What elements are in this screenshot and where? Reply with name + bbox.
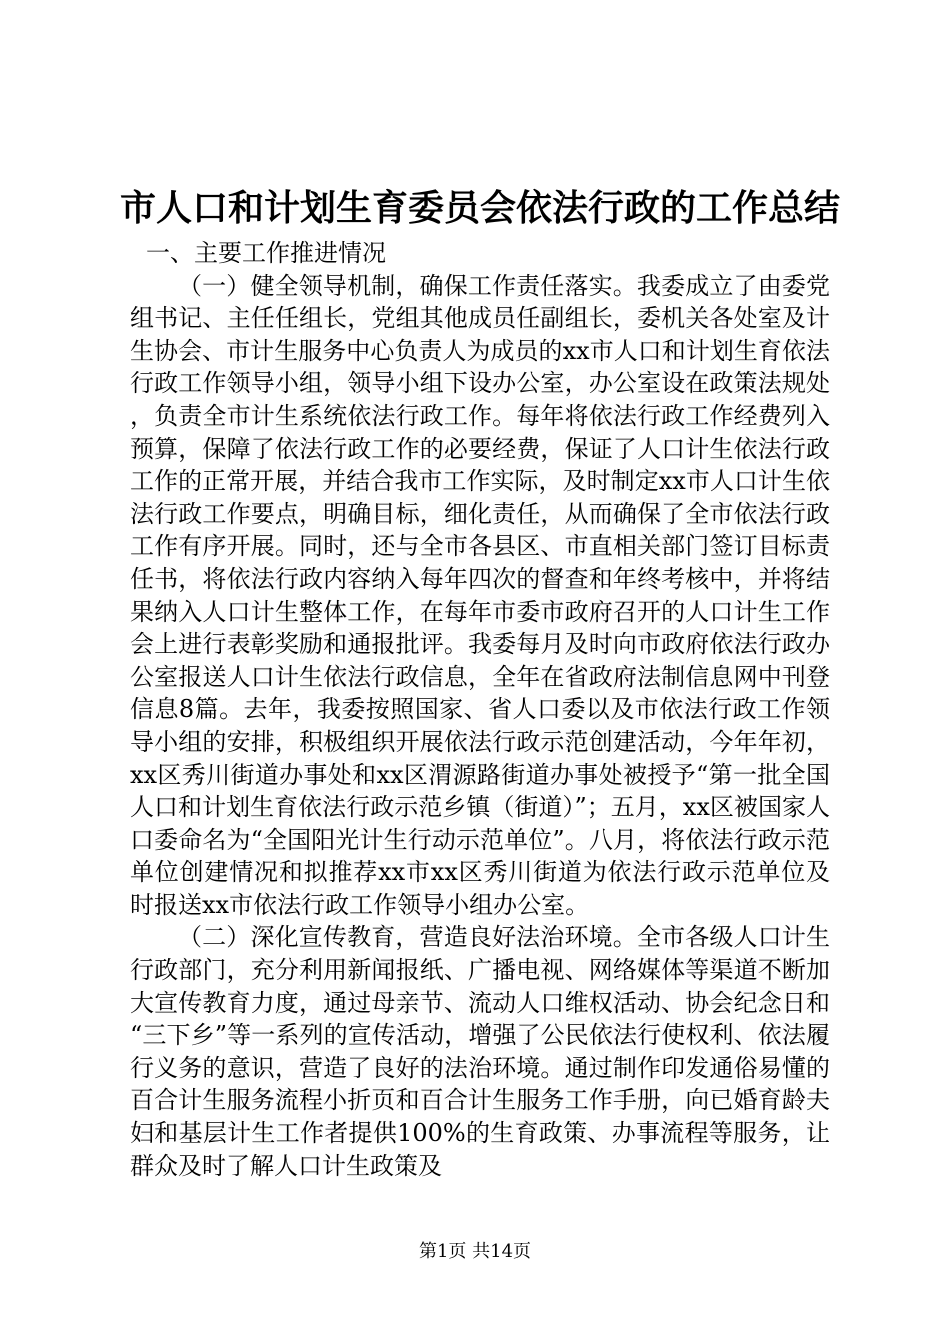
page-number-footer: 第1页 共14页 (418, 1241, 532, 1262)
paragraph-1: （一）健全领导机制，确保工作责任落实。我委成立了由委党组书记、主任任组长，党组其他成员任副组长，委机关各处室及计生协会、市计生服务中心负责人为成员的xx市人口和计划生育依法行政工作领导小组，领导小组下设办公室，办公室设在政策法规处，负责全市计生系统依法行政工作。每年将依法行政工作经费列入预算，保障了依法行政工作的必要经费，保证了人口计生依法行政工作的正常开展，并结合我市工作实际，及时制定xx市人口计生依法行政工作要点，明确目标，细化责任，从而确保了全市依法行政工作有序开展。同时，还与全市各县区、市直相关部门签订目标责任书，将依法行政内容纳入每年四次的督查和年终考核中，并将结果纳入人口计生整体工作，在每年市委市政府召开的人口计生工作会上进行表彰奖励和通报批评。我委每月及时向市政府依法行政办公室报送人口计生依法行政信息，全年在省政府法制信息网中刊登信息8篇。去年，我委按照国家、省人口委以及市依法行政工作领导小组的安排，积极组织开展依法行政示范创建活动，今年年初，xx区秀川街道办事处和xx区渭源路街道办事处被授予“第一批全国人口和计划生育依法行政示范乡镇（街道）”；五月，xx区被国家人口委命名为“全国阳光计生行动示范单位”。八月，将依法行政示范单位创建情况和拟推荐xx市xx区秀川街道为依法行政示范单位及时报送xx市依法行政工作领导小组办公室。 (130, 271, 830, 919)
section-heading: 一、主要工作推进情况 (146, 239, 386, 267)
paragraph-2: （二）深化宣传教育，营造良好法治环境。全市各级人口计生行政部门，充分利用新闻报纸、广播电视、网络媒体等渠道不断加大宣传教育力度，通过母亲节、流动人口维权活动、协会纪念日和“三下乡”等一系列的宣传活动，增强了公民依法行使权利、依法履行义务的意识，营造了良好的法治环境。通过制作印发通俗易懂的百合计生服务流程小折页和百合计生服务工作手册，向已婚育龄夫妇和基层计生工作者提供100%的生育政策、办事流程等服务，让群众及时了解人口计生政策及 (130, 923, 830, 1180)
document-title: 市人口和计划生育委员会依法行政的工作总结 (120, 187, 841, 229)
document-body (130, 237, 830, 1182)
